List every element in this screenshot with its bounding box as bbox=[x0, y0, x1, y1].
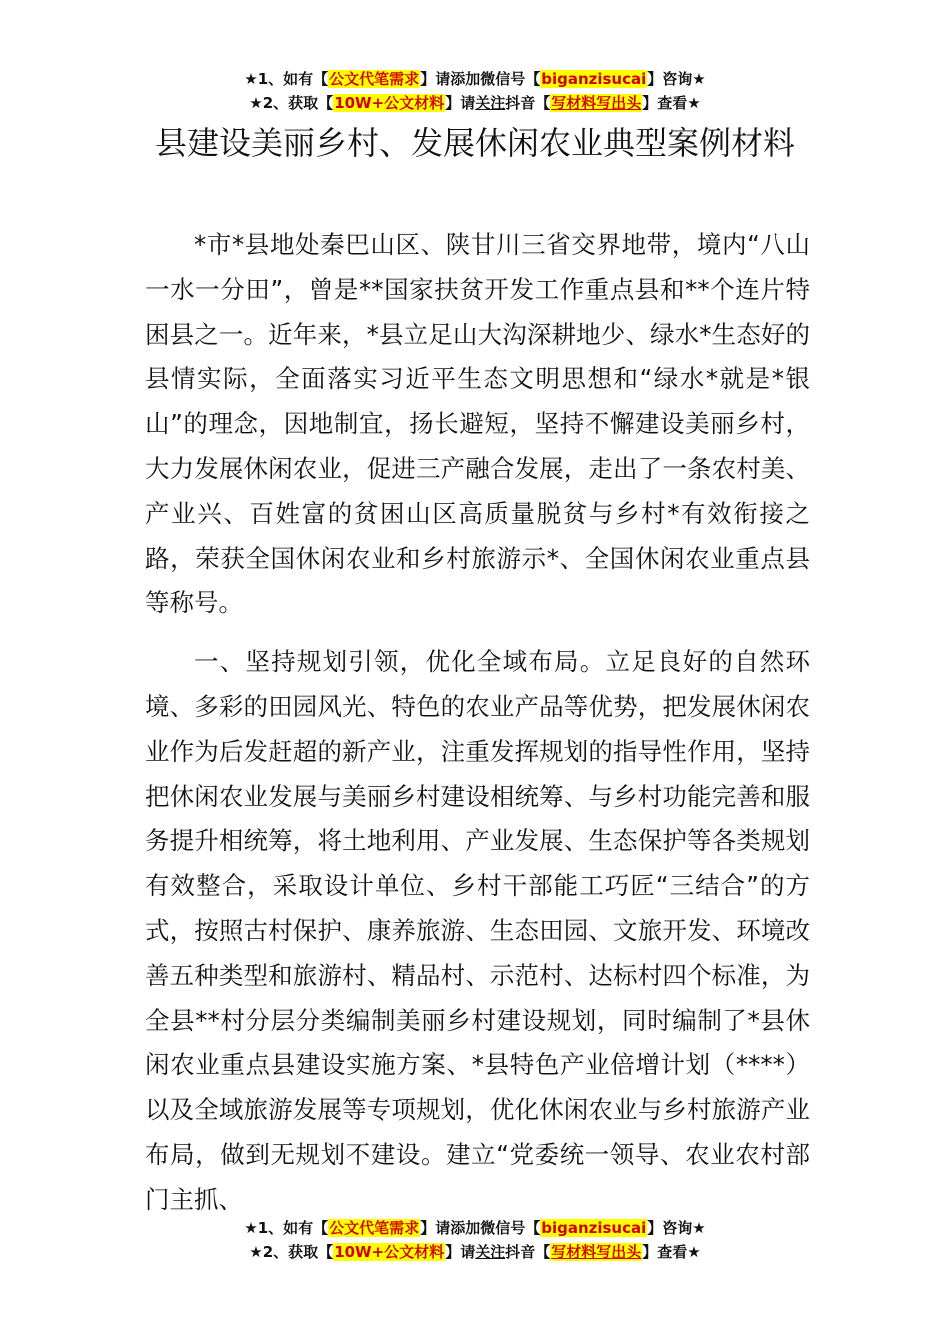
banner-highlight: 写材料写出头 bbox=[551, 1243, 642, 1261]
banner-text: ★2、获取【 bbox=[249, 1243, 334, 1261]
banner-text: 关注 bbox=[475, 94, 506, 112]
banner-text: ★1、如有【 bbox=[244, 1219, 329, 1237]
banner-text: 】请添加微信号【 bbox=[420, 70, 541, 88]
banner-text: ★2、获取【 bbox=[249, 94, 334, 112]
banner-line-2 bbox=[0, 91, 950, 115]
banner-text: 】咨询★ bbox=[647, 1219, 706, 1237]
banner-text: 】查看★ bbox=[642, 1243, 701, 1261]
document-body bbox=[145, 223, 810, 1237]
footer-banner bbox=[0, 1216, 950, 1264]
banner-text: ★1、如有【 bbox=[244, 70, 329, 88]
document-title: 县建设美丽乡村、发展休闲农业典型案例材料 bbox=[154, 124, 795, 162]
banner-text: 】请 bbox=[445, 94, 476, 112]
banner-text: 抖音【 bbox=[505, 1243, 551, 1261]
banner-text: 】请添加微信号【 bbox=[420, 1219, 541, 1237]
banner-text: 】请 bbox=[445, 1243, 476, 1261]
banner-highlight: 写材料写出头 bbox=[551, 94, 642, 112]
banner-text: 关注 bbox=[475, 1243, 506, 1261]
banner-line-1 bbox=[0, 67, 950, 91]
banner-highlight: 公文代笔需求 bbox=[329, 70, 420, 88]
banner-highlight: biganzisucai bbox=[541, 1219, 647, 1237]
banner-highlight: 10W+公文材料 bbox=[334, 1243, 445, 1261]
paragraph: 一、坚持规划引领，优化全域布局。立足良好的自然环境、多彩的田园风光、特色的农业产品等优势，把发展休闲农业作为后发赶超的新产业，注重发挥规划的指导性作用，坚持把休闲农业发展与美丽乡村建设相统筹、与乡村功能完善和服务提升相统筹，将土地利用、产业发展、生态保护等各类规划有效整合，采取设计单位、乡村干部能工巧匠“三结合”的方式，按照古村保护、康养旅游、生态田园、文旅开发、环境改善五种类型和旅游村、精品村、示范村、达标村四个标准，为全县**村分层分类编制美丽乡村建设规划，同时编制了*县休闲农业重点县建设实施方案、*县特色产业倍增计划（****）以及全域旅游发展等专项规划，优化休闲农业与乡村旅游产业布局，做到无规划不建设。建立“党委统一领导、农业农村部门主抓、 bbox=[145, 647, 810, 1214]
banner-line-1 bbox=[0, 1216, 950, 1240]
banner-text: 】查看★ bbox=[642, 94, 701, 112]
banner-text: 抖音【 bbox=[505, 94, 551, 112]
banner-highlight: biganzisucai bbox=[541, 70, 647, 88]
header-banner bbox=[0, 67, 950, 115]
banner-highlight: 10W+公文材料 bbox=[334, 94, 445, 112]
paragraph: *市*县地处秦巴山区、陕甘川三省交界地带，境内“八山一水一分田”，曾是**国家扶贫开发工作重点县和**个连片特困县之一。近年来，*县立足山大沟深耕地少、绿水*生态好的县情实际，全面落实习近平生态文明思想和“绿水*就是*银山”的理念，因地制宜，扬长避短，坚持不懈建设美丽乡村，大力发展休闲农业，促进三产融合发展，走出了一条农村美、产业兴、百姓富的贫困山区高质量脱贫与乡村*有效衔接之路，荣获全国休闲农业和乡村旅游示*、全国休闲农业重点县等称号。 bbox=[145, 230, 810, 618]
banner-line-2 bbox=[0, 1240, 950, 1264]
banner-text: 】咨询★ bbox=[647, 70, 706, 88]
banner-highlight: 公文代笔需求 bbox=[329, 1219, 420, 1237]
